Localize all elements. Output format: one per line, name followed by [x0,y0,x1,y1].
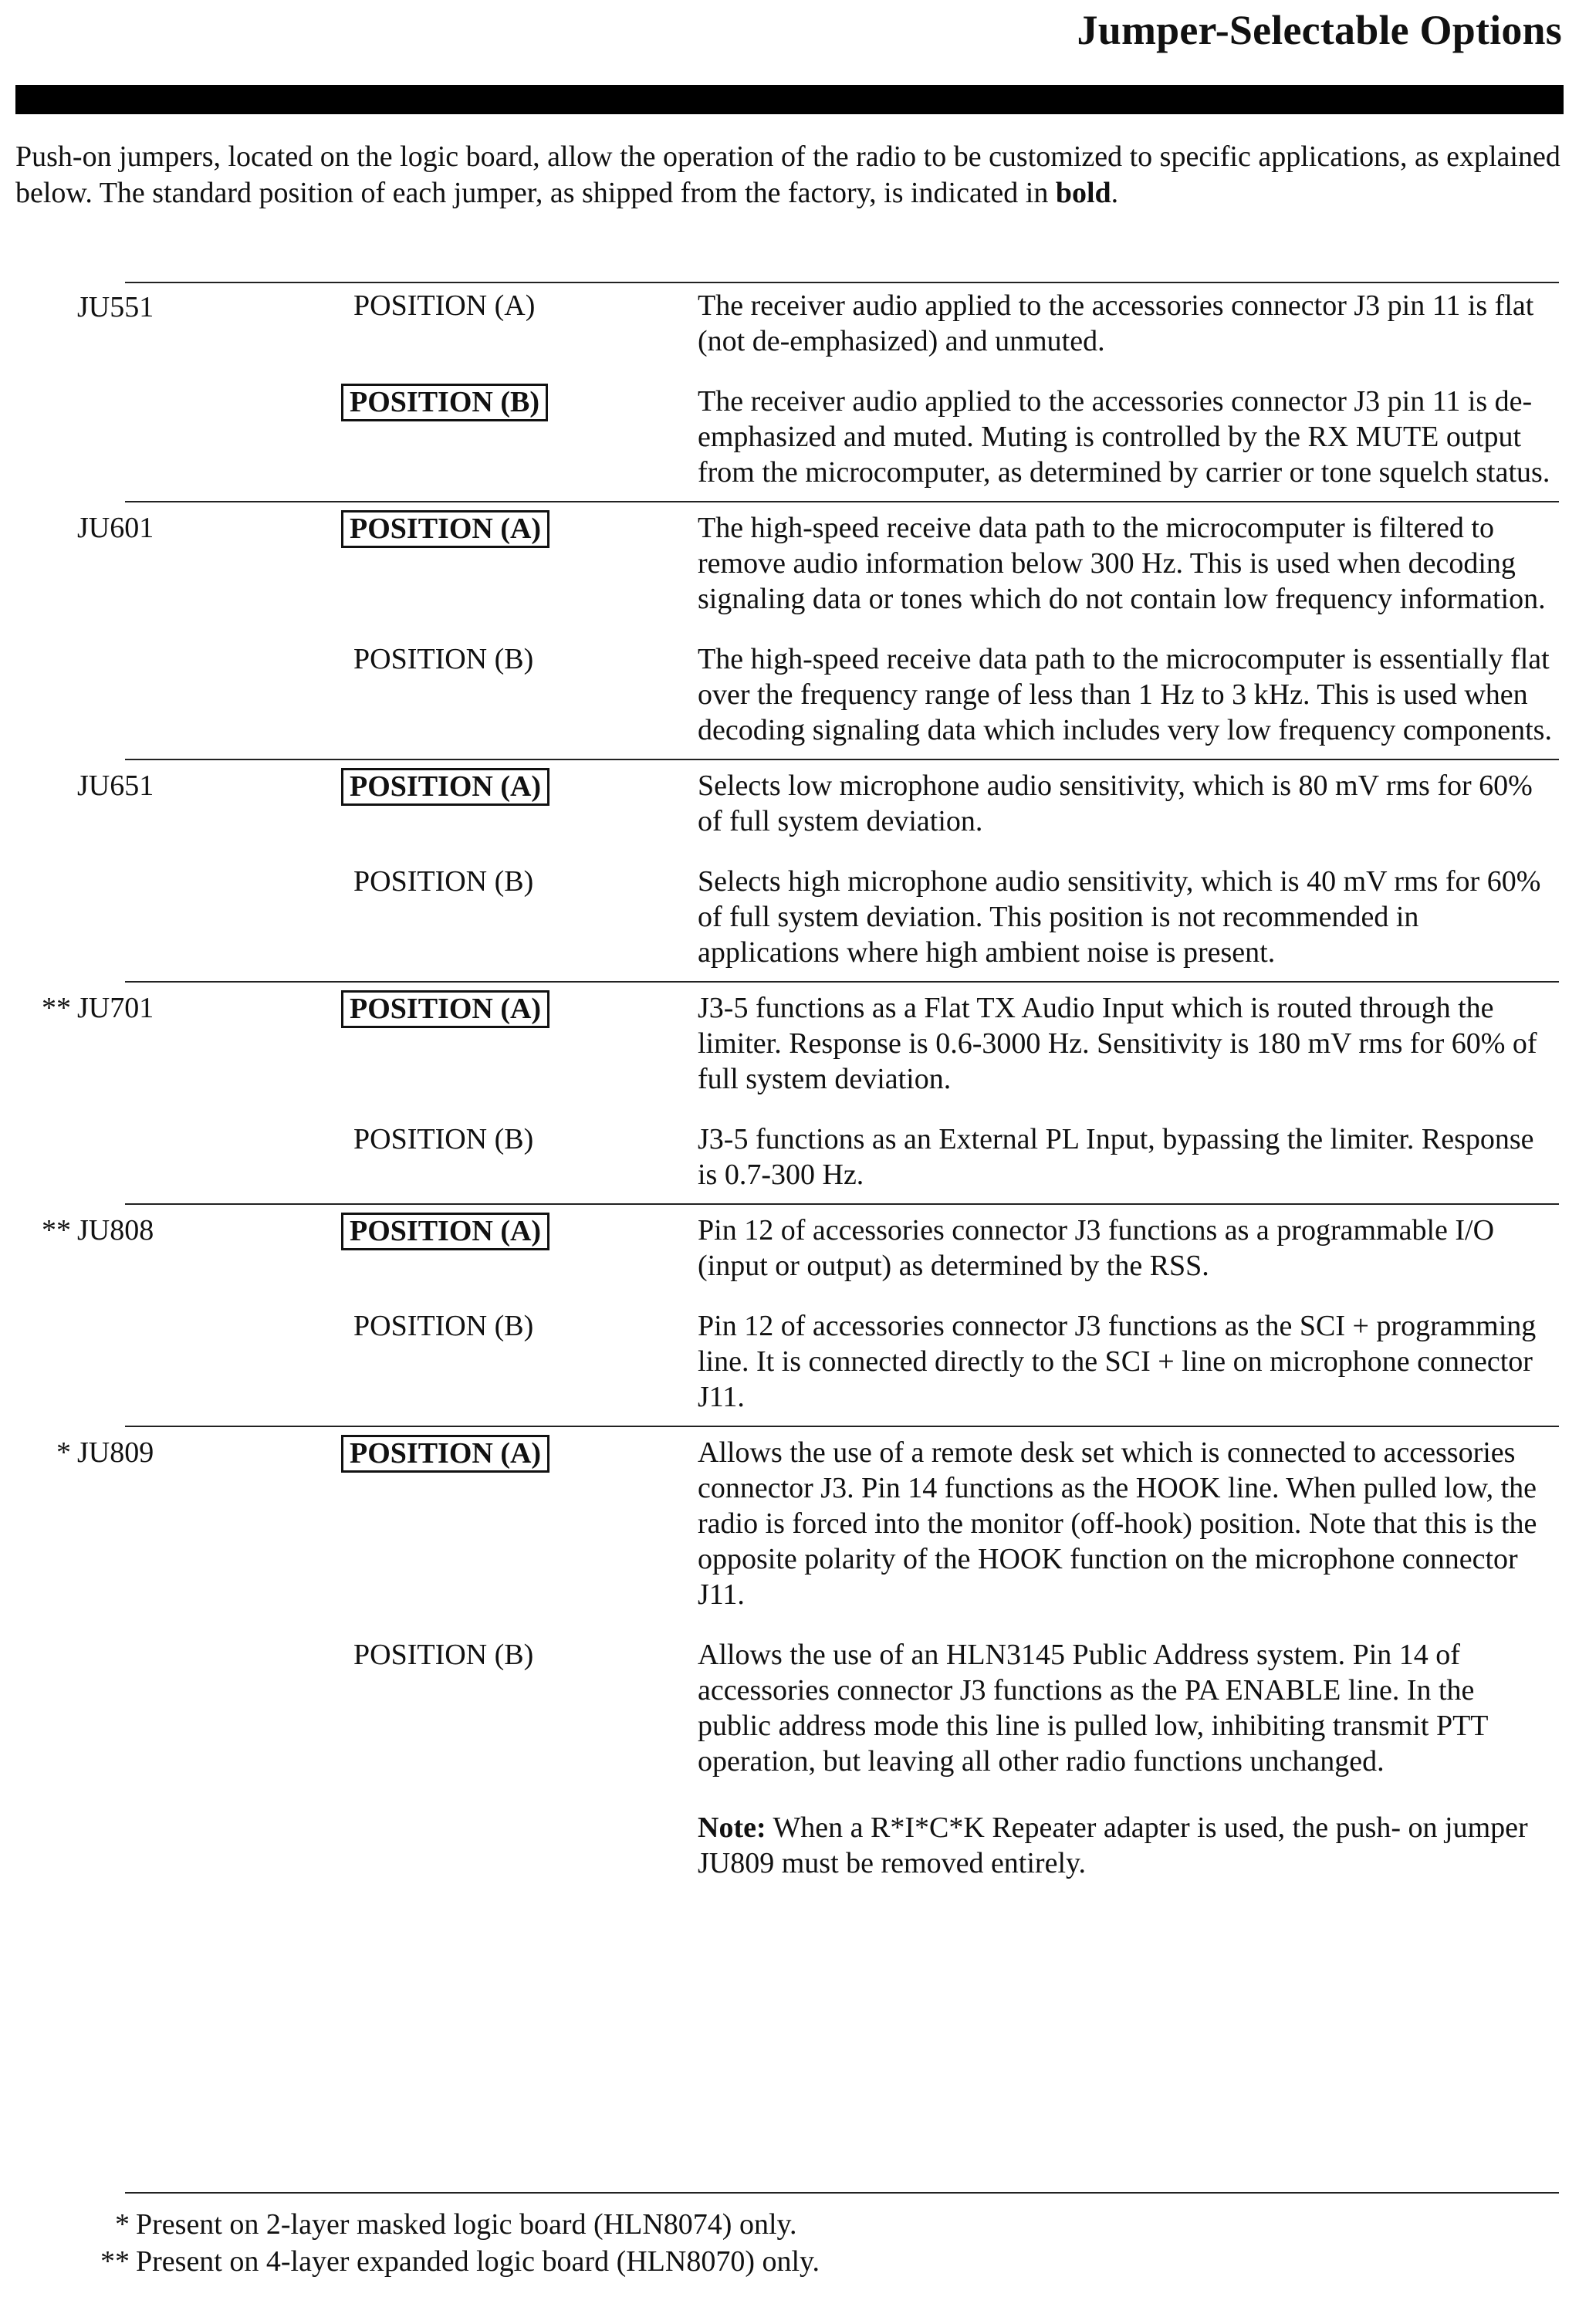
option-row [125,864,1559,970]
option-row [125,768,1559,839]
note-label: Note: [698,1812,766,1844]
option-description-with-note [698,1637,1554,1881]
jumper-group-ju808 [42,1203,1559,1426]
option-row [125,1213,1559,1284]
option-row [125,384,1559,490]
option-row [125,1121,1559,1192]
position-label: POSITION (A) [353,289,536,322]
position-label-standard: POSITION (A) [341,1213,549,1250]
option-description: The receiver audio applied to the accessories connector J3 pin 11 is de-emphasized and muted. Muting is controlled by the RX MUTE output from the microcomputer, as determined by carrier or tone squelch status. [698,385,1550,489]
jumper-footnote-mark: ** [42,992,71,1024]
footnotes [39,2206,820,2280]
jumper-name: JU651 [77,770,154,802]
position-cell [349,1435,698,1612]
jumper-footnote-mark: * [56,1436,71,1469]
option-row [125,641,1559,748]
note-paragraph [698,1810,1554,1881]
footnote-mark: * [115,2208,130,2241]
jumper-group-ju651 [77,759,1559,981]
option-description: Allows the use of an HLN3145 Public Address system. Pin 14 of accessories connector J3 functions as the PA ENABLE line. In the public address mode this line is pulled low, inhibiting transmit PTT operation, but leaving all other radio functions unchanged. [698,1639,1488,1778]
option-row [125,288,1559,359]
option-row [125,1637,1559,1881]
jumper-footnote-mark: ** [42,1214,71,1247]
position-cell [349,384,698,490]
footnote-text: Present on 2-layer masked logic board (HLN8074) only. [136,2208,797,2241]
note-text: When a R*I*C*K Repeater adapter is used, the push- on jumper JU809 must be removed entirely. [698,1812,1528,1879]
position-label: POSITION (B) [353,865,534,898]
jumper-name: JU808 [77,1214,154,1247]
position-label-standard: POSITION (A) [341,1435,549,1473]
footnote-mark: ** [100,2245,130,2278]
footnote-double-asterisk [39,2243,820,2280]
position-cell [349,1121,698,1192]
jumper-group-ju809 [56,1426,1559,1892]
option-description: J3-5 functions as an External PL Input, bypassing the limiter. Response is 0.7-300 Hz. [698,1123,1534,1191]
position-cell [349,510,698,617]
position-label-standard: POSITION (A) [341,768,549,806]
option-description: J3-5 functions as a Flat TX Audio Input which is routed through the limiter. Response is 0.6-3000 Hz. Sensitivity is 180 mV rms for 60% of full system deviation. [698,992,1537,1095]
position-cell [349,288,698,359]
option-description: The receiver audio applied to the accessories connector J3 pin 11 is flat (not de-emphasized) and unmuted. [698,289,1534,357]
footnote-text: Present on 4-layer expanded logic board (HLN8070) only. [136,2245,820,2278]
position-label-standard: POSITION (B) [341,384,548,421]
position-cell [349,1637,698,1881]
position-cell [349,864,698,970]
option-description: Pin 12 of accessories connector J3 functions as a programmable I/O (input or output) as determined by the RSS. [698,1214,1495,1282]
jumper-group-ju551 [77,282,1559,501]
option-row [125,1435,1559,1612]
position-cell [349,641,698,748]
title-divider-bar [15,85,1564,114]
position-label: POSITION (B) [353,1123,534,1155]
option-description: Allows the use of a remote desk set which is connected to accessories connector J3. Pin 14 functions as the HOOK line. When pulled low, the radio is forced into the monitor (off-hook) position. Note that this is the opposite polarity of the HOOK function on the microphone connector J11. [698,1436,1537,1611]
footnote-single-asterisk [39,2206,820,2243]
intro-bold-word: bold [1055,177,1111,209]
position-cell [349,1308,698,1415]
footnote-divider [125,2192,1559,2194]
intro-end: . [1111,177,1119,209]
option-row [125,1308,1559,1415]
position-label: POSITION (B) [353,1310,534,1342]
jumper-name: JU809 [77,1436,154,1469]
position-label: POSITION (B) [353,643,534,675]
option-description: Selects high microphone audio sensitivity, which is 40 mV rms for 60% of full system deviation. This position is not recommended in applications where high ambient noise is present. [698,865,1541,969]
option-description: Selects low microphone audio sensitivity, which is 80 mV rms for 60% of full system deviation. [698,770,1533,837]
jumper-name: JU551 [77,291,154,323]
option-row [125,990,1559,1097]
jumper-name: JU601 [77,512,154,544]
position-cell [349,990,698,1097]
jumper-table [0,282,1579,1892]
jumper-group-ju701 [42,981,1559,1203]
option-description: The high-speed receive data path to the microcomputer is essentially flat over the frequency range of less than 1 Hz to 3 kHz. This is used when decoding signaling data which includes very low frequency components. [698,643,1552,746]
intro-paragraph [15,139,1567,211]
jumper-name: JU701 [77,992,154,1024]
page-title: Jumper-Selectable Options [1077,7,1562,53]
position-label-standard: POSITION (A) [341,510,549,548]
option-description: Pin 12 of accessories connector J3 functions as the SCI + programming line. It is connected directly to the SCI + line on microphone connector J11. [698,1310,1537,1413]
jumper-group-ju601 [77,501,1559,759]
option-description: The high-speed receive data path to the microcomputer is filtered to remove audio information below 300 Hz. This is used when decoding signaling data or tones which do not contain low frequency information. [698,512,1546,615]
option-row [125,510,1559,617]
position-cell [349,768,698,839]
intro-text: Push-on jumpers, located on the logic board, allow the operation of the radio to be customized to specific applications, as explained below. The standard position of each jumper, as shipped from the factory, is indicated in [15,140,1560,209]
position-label-standard: POSITION (A) [341,990,549,1028]
position-cell [349,1213,698,1284]
position-label: POSITION (B) [353,1639,534,1671]
